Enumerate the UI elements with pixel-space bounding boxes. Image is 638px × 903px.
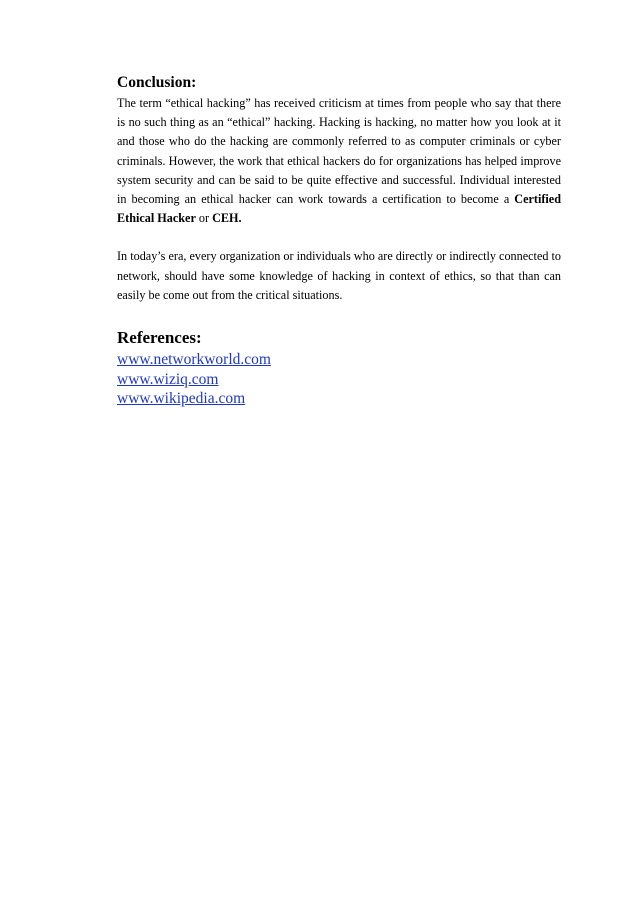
conclusion-paragraph-1 [117, 94, 561, 228]
reference-link-wiziq[interactable]: www.wiziq.com [117, 370, 219, 388]
ceh-term: CEH. [212, 211, 242, 226]
section-spacer [117, 305, 561, 327]
conclusion-paragraph-1-or: or [195, 211, 213, 226]
references-list [117, 350, 561, 409]
conclusion-heading: Conclusion: [117, 74, 197, 91]
conclusion-paragraph-2: In today’s era, every organization or individuals who are directly or indirectly connected to network, should have some knowledge of hacking in context of ethics, so that than can easily be come out from the critical situations. [117, 249, 561, 302]
reference-link-networkworld[interactable]: www.networkworld.com [117, 351, 271, 369]
conclusion-paragraph-1-text: The term “ethical hacking” has received criticism at times from people who say that there is no such thing as an “ethical” hacking. Hacking is hacking, no matter how you look at it and those who do the hacking are commonly referred to as computer criminals or cyber criminals. However, the work that ethical hackers do for organizations has helped improve system security and can be said to be quite effective and successful. Individual interested in becoming an ethical hacker can work towards a certification to become a [117, 96, 561, 207]
document-page [117, 73, 561, 409]
references-heading: References: [117, 328, 202, 348]
reference-link-wikipedia[interactable]: www.wikipedia.com [117, 390, 246, 408]
certified-ethical-hacker-term: Certified Ethical Hacker [117, 192, 561, 226]
